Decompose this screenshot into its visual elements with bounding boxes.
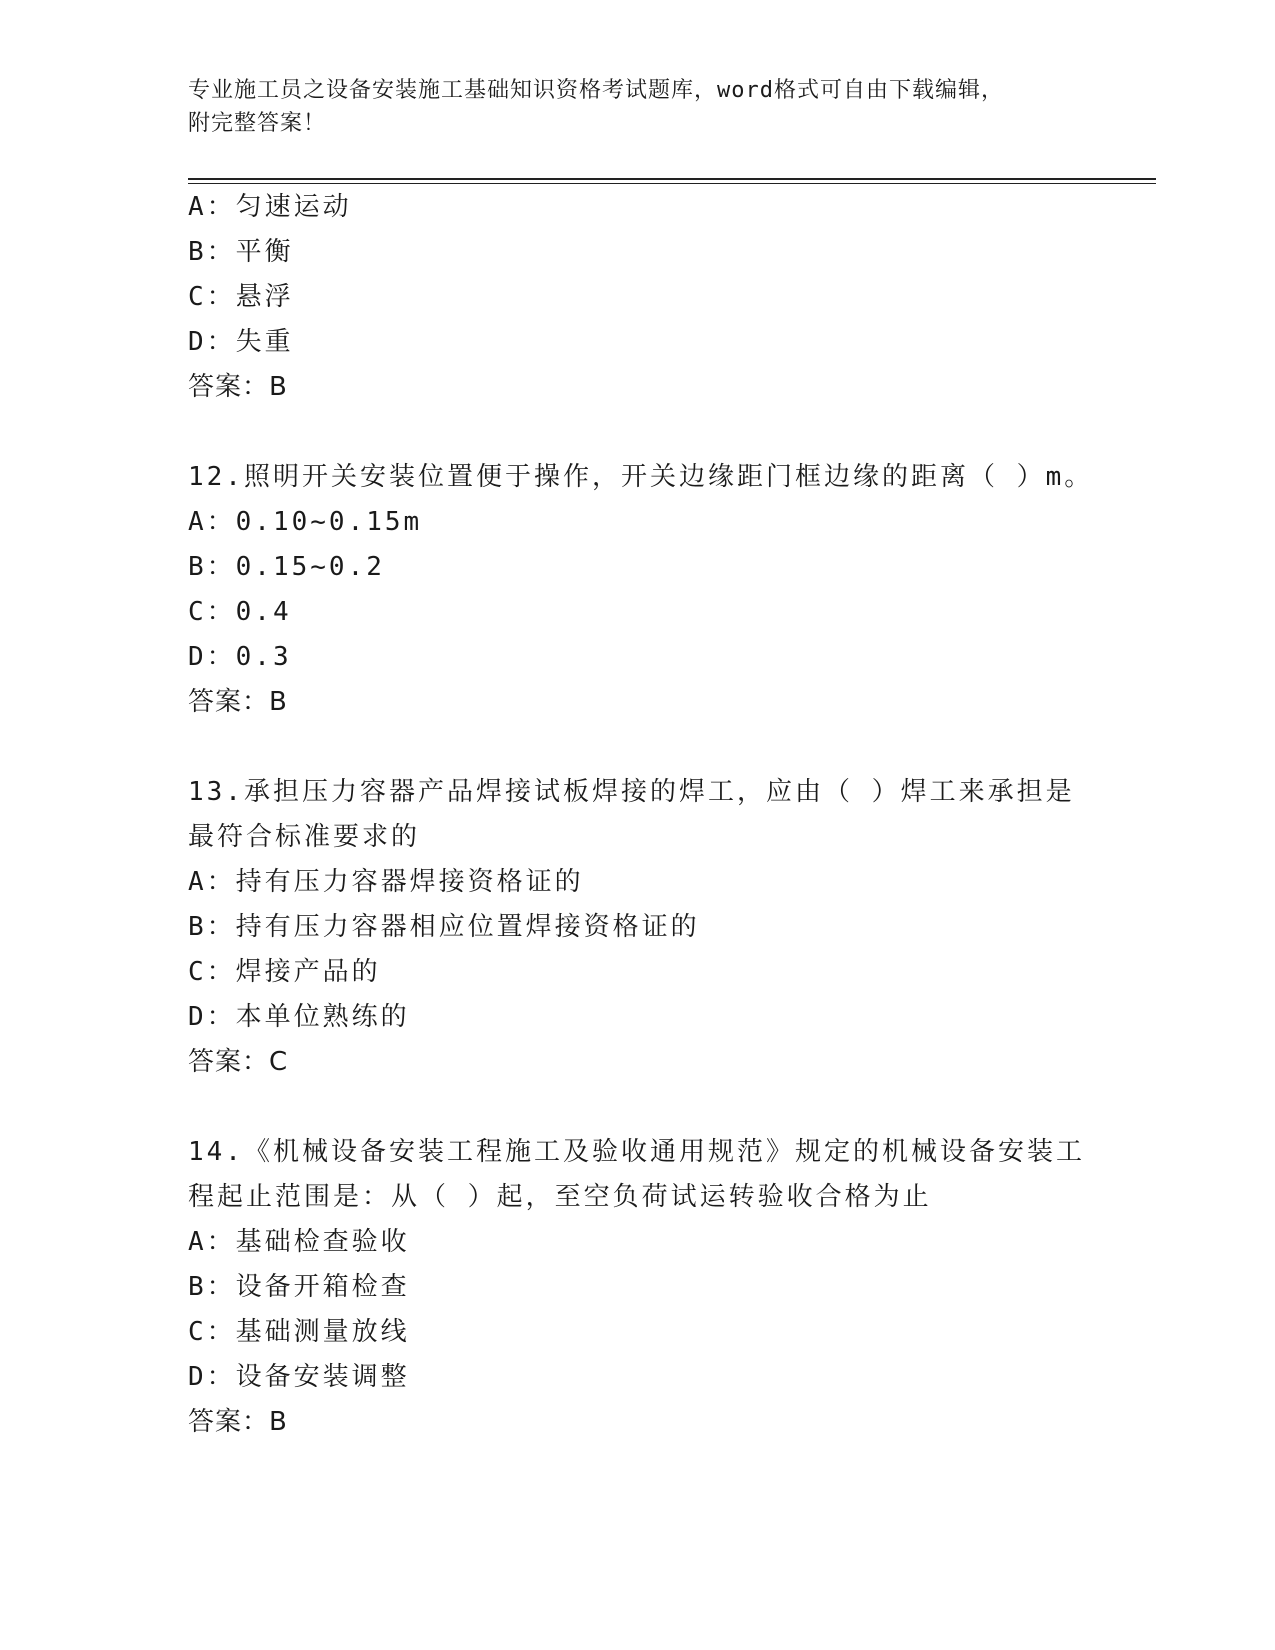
q13-question-line-2: 最符合标准要求的	[188, 822, 421, 852]
q12-answer: 答案：B	[188, 687, 288, 717]
q13-option-a: A：持有压力容器焊接资格证的	[188, 867, 584, 897]
q12-question: 12.照明开关安装位置便于操作，开关边缘距门框边缘的距离（ ）m。	[188, 462, 1094, 492]
q12-option-d: D：0.3	[188, 642, 292, 672]
q11-option-b: B：平衡	[188, 237, 294, 267]
q11-option-d: D：失重	[188, 327, 294, 357]
q11-answer: 答案：B	[188, 372, 288, 402]
header-line-1: 专业施工员之设备安装施工基础知识资格考试题库，word格式可自由下载编辑，	[188, 78, 1004, 103]
q12-option-c: C：0.4	[188, 597, 292, 627]
document-header	[188, 74, 1088, 140]
q12-option-b: B：0.15~0.2	[188, 552, 385, 582]
q11-option-c: C：悬浮	[188, 282, 294, 312]
q14-option-c: C：基础测量放线	[188, 1317, 410, 1347]
q14-option-a: A：基础检查验收	[188, 1227, 410, 1257]
q11-option-a: A：匀速运动	[188, 192, 352, 222]
q14-answer: 答案：B	[188, 1407, 288, 1437]
q13-option-b: B：持有压力容器相应位置焊接资格证的	[188, 912, 700, 942]
header-divider-thick	[188, 178, 1156, 180]
header-line-2: 附完整答案！	[188, 111, 327, 136]
q12-option-a: A：0.10~0.15m	[188, 507, 423, 537]
q14-option-d: D：设备安装调整	[188, 1362, 410, 1392]
q13-answer: 答案：C	[188, 1047, 289, 1077]
q13-option-c: C：焊接产品的	[188, 957, 381, 987]
header-divider-thin	[188, 183, 1156, 184]
q13-option-d: D：本单位熟练的	[188, 1002, 410, 1032]
q14-option-b: B：设备开箱检查	[188, 1272, 410, 1302]
q13-question-line-1: 13.承担压力容器产品焊接试板焊接的焊工，应由（ ）焊工来承担是	[188, 777, 1075, 807]
q14-question-line-2: 程起止范围是：从（ ）起，至空负荷试运转验收合格为止	[188, 1182, 932, 1212]
q14-question-line-1: 14.《机械设备安装工程施工及验收通用规范》规定的机械设备安装工	[188, 1137, 1085, 1167]
